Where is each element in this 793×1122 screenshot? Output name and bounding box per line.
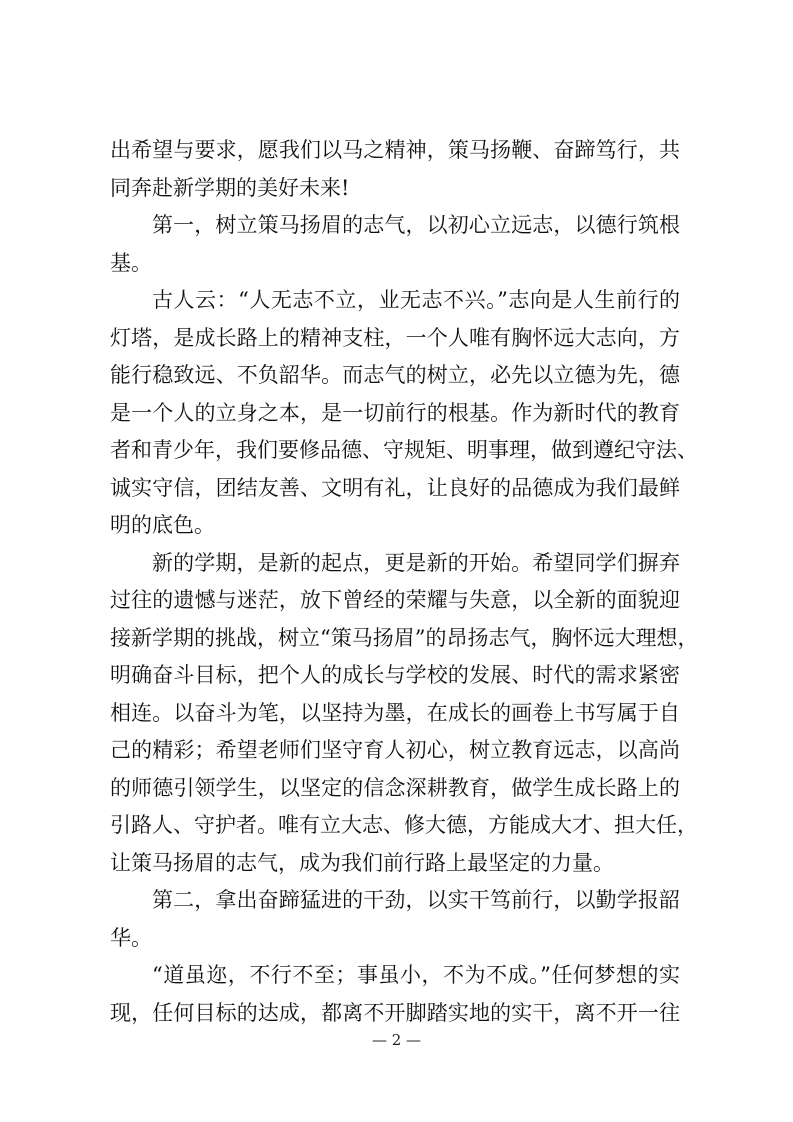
text-line: 出希望与要求，愿我们以马之精神，策马扬鞭、奋蹄笃行，共 <box>110 138 680 162</box>
text-line: “道虽迩，不行不至；事虽小，不为不成。”任何梦想的实 <box>152 963 680 987</box>
text-line: 者和青少年，我们要修品德、守规矩、明事理，做到遵纪守法、 <box>110 438 698 462</box>
text-line: 灯塔，是成长路上的精神支柱，一个人唯有胸怀远大志向，方 <box>110 325 680 350</box>
text-line: 是一个人的立身之本，是一切前行的根基。作为新时代的教育 <box>110 400 680 425</box>
page-number: — 2 — <box>371 1031 422 1049</box>
text-line: 诚实守信，团结友善、文明有礼，让良好的品德成为我们最鲜 <box>110 475 680 500</box>
text-line: 相连。以奋斗为笔，以坚持为墨，在成长的画卷上书写属于自 <box>110 700 680 725</box>
text-line: 的师德引领学生，以坚定的信念深耕教育，做学生成长路上的 <box>110 775 680 800</box>
text-line: 现，任何目标的达成，都离不开脚踏实地的实干，离不开一往 <box>110 1000 680 1025</box>
section-heading-line: 基。 <box>110 250 152 275</box>
section-heading-line: 华。 <box>110 925 152 950</box>
section-heading-line: 第二，拿出奋蹄猛进的干劲，以实干笃前行，以勤学报韶 <box>152 888 680 912</box>
text-line: 引路人、守护者。唯有立大志、修大德，方能成大才、担大任， <box>110 813 698 837</box>
text-line: 同奔赴新学期的美好未来! <box>110 175 350 200</box>
text-line: 己的精彩；希望老师们坚守育人初心，树立教育远志，以高尚 <box>110 738 680 762</box>
text-line: 明的底色。 <box>110 513 215 537</box>
text-line: 过往的遗憾与迷茫，放下曾经的荣耀与失意，以全新的面貌迎 <box>110 588 680 612</box>
text-line: 古人云：“人无志不立，业无志不兴。”志向是人生前行的 <box>152 288 680 312</box>
text-line: 明确奋斗目标，把个人的成长与学校的发展、时代的需求紧密 <box>110 663 680 687</box>
text-line: 让策马扬眉的志气，成为我们前行路上最坚定的力量。 <box>110 850 614 875</box>
section-heading-line: 第一，树立策马扬眉的志气，以初心立远志，以德行筑根 <box>152 213 680 237</box>
text-line: 新的学期，是新的起点，更是新的开始。希望同学们摒弃 <box>152 550 680 575</box>
text-line: 接新学期的挑战，树立“策马扬眉”的昂扬志气，胸怀远大理想， <box>110 625 699 650</box>
text-line: 能行稳致远、不负韶华。而志气的树立，必先以立德为先，德 <box>110 363 680 387</box>
